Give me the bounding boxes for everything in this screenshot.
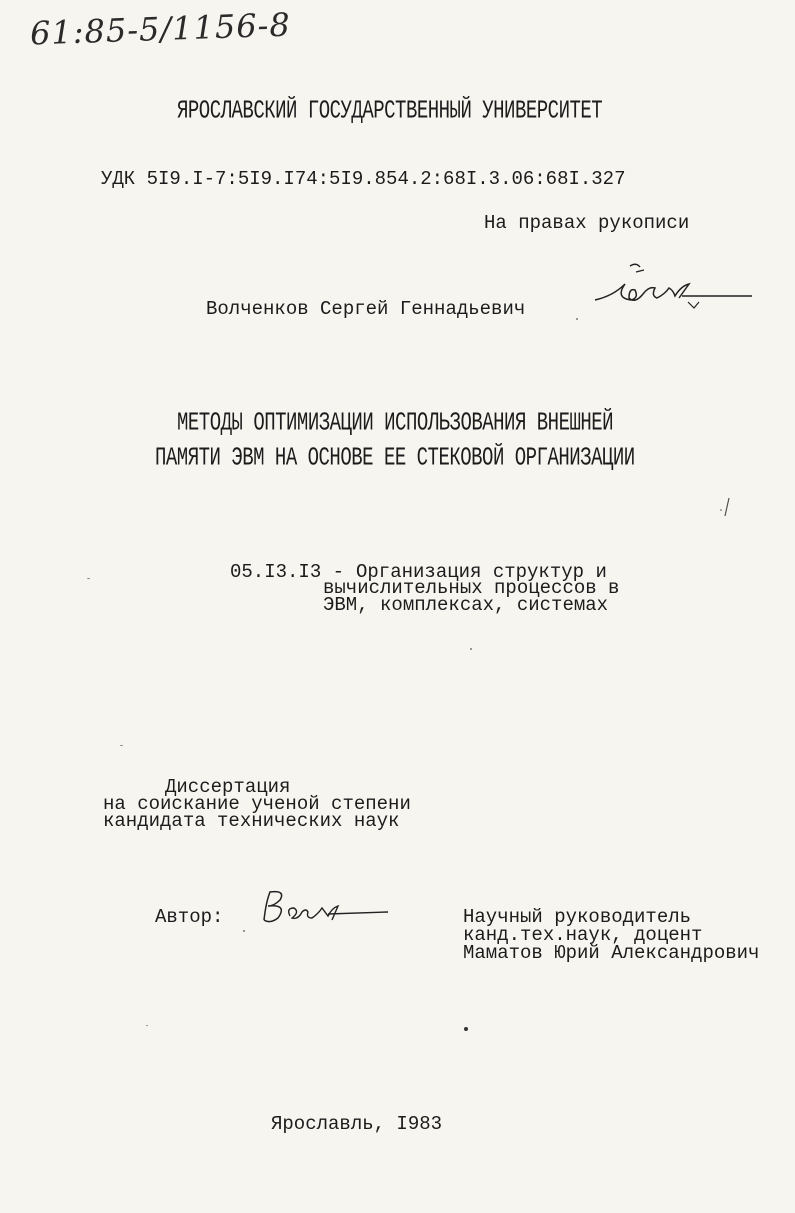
signature-top	[590, 258, 755, 318]
scan-speck	[120, 745, 123, 746]
advisor-line-3: Маматов Юрий Александрович	[463, 942, 760, 964]
city-year: Ярославль, I983	[271, 1113, 443, 1135]
scan-speck	[464, 1027, 468, 1031]
stray-mark	[718, 496, 734, 520]
archive-number: 61:85-5/1156-8	[29, 5, 292, 53]
udk-code: УДК 5I9.I-7:5I9.I74:5I9.854.2:68I.3.06:68I.327	[101, 168, 626, 190]
advisor-line-2: канд.тех.наук, доцент	[463, 924, 703, 946]
scan-speck	[146, 1025, 148, 1026]
author-signature	[250, 886, 390, 932]
rights-note: На правах рукописи	[484, 212, 690, 234]
degree-line-1: Диссертация	[165, 776, 291, 798]
specialty-line-3: ЭВМ, комплексах, системах	[323, 594, 609, 616]
specialty-line-1: Организация структур и	[356, 561, 607, 583]
thesis-title-line-2: ПАМЯТИ ЭВМ НА ОСНОВЕ ЕЕ СТЕКОВОЙ ОРГАНИЗАЦИИ	[155, 443, 635, 473]
specialty-line-2: вычислительных процессов в	[323, 577, 620, 599]
scan-speck	[243, 930, 245, 932]
degree-line-2: на соискание ученой степени	[103, 793, 411, 815]
author-name: Волченков Сергей Геннадьевич	[206, 298, 526, 320]
scan-speck	[576, 318, 578, 320]
advisor-line-1: Научный руководитель	[463, 906, 692, 928]
scan-speck	[470, 648, 472, 650]
thesis-title-line-1: МЕТОДЫ ОПТИМИЗАЦИИ ИСПОЛЬЗОВАНИЯ ВНЕШНЕЙ	[177, 408, 614, 438]
author-label: Автор:	[155, 906, 224, 928]
university-name: ЯРОСЛАВСКИЙ ГОСУДАРСТВЕННЫЙ УНИВЕРСИТЕТ	[177, 96, 603, 126]
scan-speck	[87, 578, 90, 579]
degree-line-3: кандидата технических наук	[103, 810, 400, 832]
specialty-code: 05.I3.I3 -	[230, 561, 345, 583]
